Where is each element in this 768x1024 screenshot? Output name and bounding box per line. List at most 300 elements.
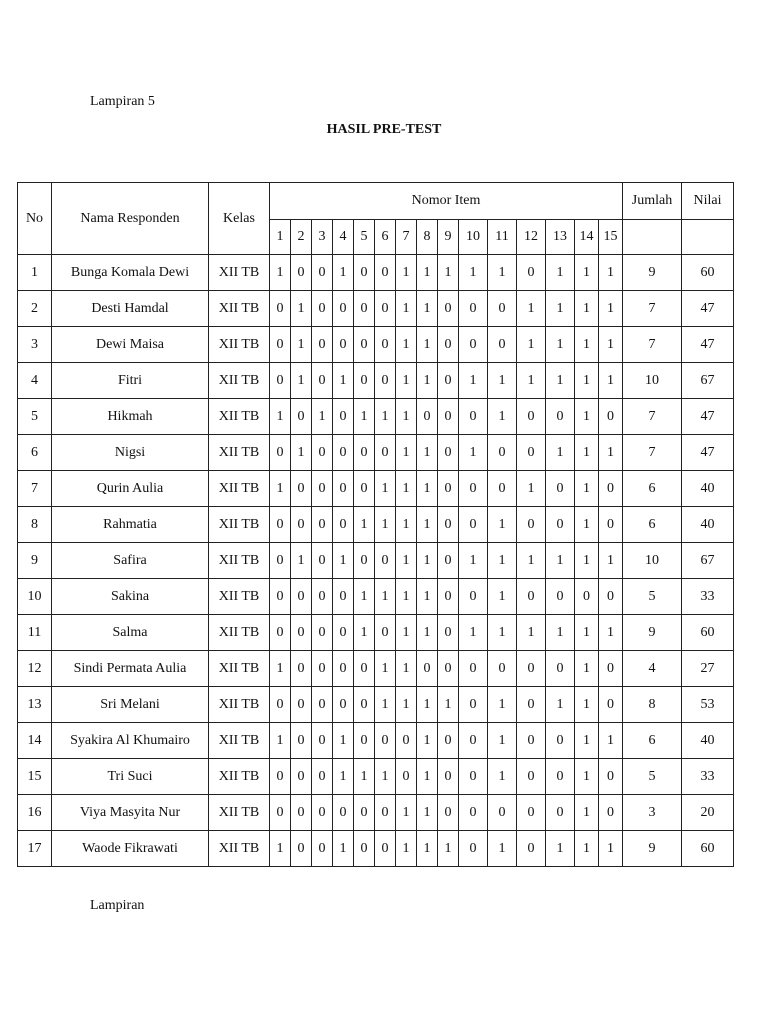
item-score-cell: 1 [417, 795, 438, 831]
item-score-cell: 1 [599, 615, 623, 651]
item-score-cell: 0 [417, 399, 438, 435]
item-score-cell: 1 [417, 507, 438, 543]
table-row [18, 795, 734, 831]
item-score-cell: 1 [599, 291, 623, 327]
jumlah-cell: 7 [623, 399, 682, 435]
item-score-cell: 1 [575, 291, 599, 327]
item-score-cell: 1 [488, 687, 517, 723]
item-score-cell: 1 [517, 327, 546, 363]
item-score-cell: 1 [417, 471, 438, 507]
item-score-cell: 0 [546, 471, 575, 507]
item-score-cell: 1 [488, 399, 517, 435]
document-title: HASIL PRE-TEST [326, 122, 442, 137]
class-cell: XII TB [209, 255, 270, 291]
item-score-cell: 0 [291, 507, 312, 543]
item-score-cell: 0 [546, 723, 575, 759]
item-score-cell: 0 [599, 651, 623, 687]
respondent-name-cell: Salma [52, 615, 209, 651]
item-score-cell: 0 [333, 291, 354, 327]
item-score-cell: 0 [375, 291, 396, 327]
row-number-cell: 3 [18, 327, 52, 363]
item-score-cell: 0 [375, 795, 396, 831]
row-number-cell: 12 [18, 651, 52, 687]
nilai-cell: 40 [682, 723, 734, 759]
item-score-cell: 0 [438, 471, 459, 507]
item-score-cell: 1 [417, 255, 438, 291]
jumlah-cell: 6 [623, 471, 682, 507]
item-score-cell: 0 [291, 255, 312, 291]
item-score-cell: 1 [599, 435, 623, 471]
class-cell: XII TB [209, 615, 270, 651]
item-score-cell: 0 [354, 435, 375, 471]
item-score-cell: 1 [375, 507, 396, 543]
item-score-cell: 0 [459, 651, 488, 687]
item-score-cell: 0 [599, 579, 623, 615]
item-score-cell: 1 [546, 435, 575, 471]
item-score-cell: 0 [546, 759, 575, 795]
item-score-cell: 1 [270, 255, 291, 291]
results-body [18, 255, 734, 867]
item-score-cell: 0 [354, 723, 375, 759]
item-score-cell: 1 [333, 831, 354, 867]
respondent-name-cell: Viya Masyita Nur [52, 795, 209, 831]
item-score-cell: 0 [291, 471, 312, 507]
class-cell: XII TB [209, 543, 270, 579]
item-score-cell: 0 [438, 579, 459, 615]
class-cell: XII TB [209, 435, 270, 471]
item-score-cell: 1 [575, 507, 599, 543]
item-score-cell: 1 [575, 471, 599, 507]
class-cell: XII TB [209, 399, 270, 435]
item-score-cell: 1 [459, 255, 488, 291]
item-score-cell: 0 [312, 507, 333, 543]
respondent-name-cell: Dewi Maisa [52, 327, 209, 363]
respondent-name-cell: Safira [52, 543, 209, 579]
item-score-cell: 0 [312, 759, 333, 795]
header-nomor-item: Nomor Item [270, 183, 623, 220]
row-number-cell: 8 [18, 507, 52, 543]
item-score-cell: 1 [270, 399, 291, 435]
item-score-cell: 1 [599, 327, 623, 363]
item-score-cell: 0 [270, 579, 291, 615]
row-number-cell: 1 [18, 255, 52, 291]
item-score-cell: 0 [599, 471, 623, 507]
item-score-cell: 0 [517, 831, 546, 867]
item-score-cell: 0 [438, 291, 459, 327]
item-score-cell: 1 [546, 831, 575, 867]
header-no: No [18, 183, 52, 255]
item-score-cell: 0 [459, 579, 488, 615]
item-score-cell: 1 [546, 363, 575, 399]
row-number-cell: 16 [18, 795, 52, 831]
item-number-header: 15 [599, 220, 623, 255]
item-score-cell: 0 [354, 255, 375, 291]
respondent-name-cell: Desti Hamdal [52, 291, 209, 327]
item-score-cell: 0 [270, 687, 291, 723]
item-score-cell: 0 [375, 435, 396, 471]
item-score-cell: 1 [417, 687, 438, 723]
table-row [18, 579, 734, 615]
item-score-cell: 1 [575, 831, 599, 867]
row-number-cell: 10 [18, 579, 52, 615]
header-nama-responden: Nama Responden [52, 183, 209, 255]
item-score-cell: 1 [396, 579, 417, 615]
item-score-cell: 0 [488, 651, 517, 687]
item-number-header: 13 [546, 220, 575, 255]
item-score-cell: 1 [417, 543, 438, 579]
item-score-cell: 0 [354, 687, 375, 723]
item-score-cell: 0 [333, 435, 354, 471]
pretest-results-table [17, 182, 734, 867]
item-score-cell: 0 [291, 795, 312, 831]
table-row [18, 723, 734, 759]
item-score-cell: 1 [488, 507, 517, 543]
item-score-cell: 0 [546, 399, 575, 435]
class-cell: XII TB [209, 327, 270, 363]
item-score-cell: 0 [546, 651, 575, 687]
item-score-cell: 0 [291, 723, 312, 759]
item-score-cell: 0 [375, 831, 396, 867]
item-score-cell: 0 [438, 615, 459, 651]
item-score-cell: 0 [417, 651, 438, 687]
table-row [18, 471, 734, 507]
item-score-cell: 0 [270, 435, 291, 471]
item-score-cell: 0 [354, 363, 375, 399]
item-score-cell: 1 [354, 507, 375, 543]
item-score-cell: 0 [546, 507, 575, 543]
item-score-cell: 0 [517, 579, 546, 615]
header-nilai: Nilai [682, 183, 734, 220]
item-score-cell: 1 [438, 255, 459, 291]
item-score-cell: 1 [291, 363, 312, 399]
respondent-name-cell: Syakira Al Khumairo [52, 723, 209, 759]
item-score-cell: 0 [333, 651, 354, 687]
item-score-cell: 0 [459, 687, 488, 723]
item-score-cell: 0 [270, 759, 291, 795]
item-score-cell: 0 [291, 399, 312, 435]
respondent-name-cell: Bunga Komala Dewi [52, 255, 209, 291]
item-score-cell: 1 [375, 651, 396, 687]
item-score-cell: 1 [488, 255, 517, 291]
item-score-cell: 0 [375, 327, 396, 363]
item-score-cell: 1 [396, 543, 417, 579]
class-cell: XII TB [209, 723, 270, 759]
item-score-cell: 0 [270, 507, 291, 543]
nilai-cell: 20 [682, 795, 734, 831]
item-score-cell: 0 [459, 471, 488, 507]
table-row [18, 543, 734, 579]
class-cell: XII TB [209, 651, 270, 687]
item-score-cell: 0 [438, 543, 459, 579]
item-score-cell: 0 [333, 615, 354, 651]
item-score-cell: 0 [599, 399, 623, 435]
class-cell: XII TB [209, 831, 270, 867]
item-score-cell: 1 [375, 399, 396, 435]
item-score-cell: 1 [396, 795, 417, 831]
item-score-cell: 1 [354, 615, 375, 651]
item-number-header: 1 [270, 220, 291, 255]
item-number-header: 3 [312, 220, 333, 255]
item-score-cell: 1 [375, 471, 396, 507]
item-score-cell: 0 [354, 291, 375, 327]
item-score-cell: 0 [546, 579, 575, 615]
row-number-cell: 6 [18, 435, 52, 471]
item-score-cell: 1 [546, 255, 575, 291]
item-score-cell: 0 [438, 651, 459, 687]
table-row [18, 399, 734, 435]
item-score-cell: 0 [312, 651, 333, 687]
item-score-cell: 1 [488, 759, 517, 795]
item-score-cell: 1 [375, 687, 396, 723]
item-score-cell: 0 [396, 759, 417, 795]
jumlah-cell: 5 [623, 759, 682, 795]
item-score-cell: 1 [291, 435, 312, 471]
nilai-cell: 60 [682, 831, 734, 867]
item-score-cell: 0 [312, 327, 333, 363]
item-score-cell: 1 [333, 543, 354, 579]
item-score-cell: 1 [517, 615, 546, 651]
item-number-header: 14 [575, 220, 599, 255]
item-score-cell: 0 [375, 363, 396, 399]
item-score-cell: 0 [375, 255, 396, 291]
jumlah-cell: 9 [623, 255, 682, 291]
item-score-cell: 1 [488, 723, 517, 759]
item-score-cell: 0 [599, 507, 623, 543]
nilai-cell: 40 [682, 507, 734, 543]
item-score-cell: 0 [517, 795, 546, 831]
respondent-name-cell: Rahmatia [52, 507, 209, 543]
item-score-cell: 1 [270, 651, 291, 687]
item-score-cell: 0 [312, 363, 333, 399]
item-score-cell: 0 [459, 291, 488, 327]
item-score-cell: 0 [270, 291, 291, 327]
class-cell: XII TB [209, 291, 270, 327]
item-score-cell: 1 [517, 543, 546, 579]
nilai-cell: 60 [682, 615, 734, 651]
jumlah-cell: 6 [623, 723, 682, 759]
jumlah-cell: 7 [623, 435, 682, 471]
item-score-cell: 0 [333, 795, 354, 831]
item-score-cell: 1 [417, 759, 438, 795]
item-score-cell: 1 [488, 615, 517, 651]
item-score-cell: 0 [438, 399, 459, 435]
item-number-header: 6 [375, 220, 396, 255]
item-score-cell: 1 [546, 291, 575, 327]
item-score-cell: 1 [438, 831, 459, 867]
item-score-cell: 0 [459, 507, 488, 543]
item-score-cell: 0 [291, 651, 312, 687]
item-score-cell: 1 [291, 543, 312, 579]
item-score-cell: 0 [270, 615, 291, 651]
item-score-cell: 0 [312, 723, 333, 759]
row-number-cell: 2 [18, 291, 52, 327]
item-score-cell: 1 [575, 543, 599, 579]
item-score-cell: 0 [546, 795, 575, 831]
table-row [18, 327, 734, 363]
item-score-cell: 0 [270, 363, 291, 399]
item-number-header: 10 [459, 220, 488, 255]
row-number-cell: 4 [18, 363, 52, 399]
item-score-cell: 1 [488, 579, 517, 615]
item-score-cell: 1 [417, 327, 438, 363]
item-score-cell: 1 [575, 759, 599, 795]
item-score-cell: 0 [333, 579, 354, 615]
item-score-cell: 1 [438, 687, 459, 723]
item-score-cell: 1 [517, 471, 546, 507]
header-jumlah: Jumlah [623, 183, 682, 220]
item-score-cell: 0 [517, 435, 546, 471]
item-score-cell: 1 [333, 255, 354, 291]
table-row [18, 651, 734, 687]
item-score-cell: 0 [459, 723, 488, 759]
nilai-cell: 47 [682, 327, 734, 363]
item-score-cell: 1 [546, 615, 575, 651]
nilai-cell: 27 [682, 651, 734, 687]
jumlah-cell: 3 [623, 795, 682, 831]
item-score-cell: 1 [270, 471, 291, 507]
table-row [18, 615, 734, 651]
table-row [18, 507, 734, 543]
nilai-cell: 60 [682, 255, 734, 291]
jumlah-cell: 6 [623, 507, 682, 543]
item-score-cell: 0 [333, 687, 354, 723]
row-number-cell: 13 [18, 687, 52, 723]
item-score-cell: 0 [575, 579, 599, 615]
item-score-cell: 0 [488, 435, 517, 471]
item-score-cell: 1 [546, 687, 575, 723]
item-score-cell: 1 [459, 363, 488, 399]
item-score-cell: 1 [333, 723, 354, 759]
item-score-cell: 0 [354, 651, 375, 687]
item-score-cell: 1 [517, 291, 546, 327]
item-score-cell: 0 [270, 795, 291, 831]
header-kelas: Kelas [209, 183, 270, 255]
class-cell: XII TB [209, 507, 270, 543]
item-score-cell: 0 [375, 723, 396, 759]
item-score-cell: 1 [396, 615, 417, 651]
item-number-header: 8 [417, 220, 438, 255]
item-score-cell: 0 [333, 399, 354, 435]
item-score-cell: 0 [354, 831, 375, 867]
nilai-cell: 67 [682, 363, 734, 399]
item-score-cell: 0 [312, 579, 333, 615]
nilai-cell: 33 [682, 759, 734, 795]
item-score-cell: 0 [312, 687, 333, 723]
item-score-cell: 1 [291, 327, 312, 363]
item-score-cell: 1 [575, 795, 599, 831]
header-nilai-blank [682, 220, 734, 255]
item-score-cell: 0 [488, 471, 517, 507]
respondent-name-cell: Nigsi [52, 435, 209, 471]
item-score-cell: 0 [517, 399, 546, 435]
item-score-cell: 1 [396, 327, 417, 363]
table-row [18, 759, 734, 795]
item-score-cell: 0 [599, 795, 623, 831]
item-score-cell: 0 [312, 255, 333, 291]
item-score-cell: 0 [459, 795, 488, 831]
item-score-cell: 1 [488, 543, 517, 579]
item-score-cell: 0 [312, 291, 333, 327]
item-score-cell: 1 [354, 399, 375, 435]
item-score-cell: 0 [517, 255, 546, 291]
item-score-cell: 0 [459, 399, 488, 435]
class-cell: XII TB [209, 471, 270, 507]
item-number-header: 7 [396, 220, 417, 255]
item-score-cell: 0 [333, 471, 354, 507]
item-score-cell: 1 [396, 435, 417, 471]
page-footer: Lampiran [90, 898, 145, 913]
row-number-cell: 17 [18, 831, 52, 867]
table-row [18, 291, 734, 327]
item-number-header: 12 [517, 220, 546, 255]
item-score-cell: 0 [438, 723, 459, 759]
item-score-cell: 1 [599, 543, 623, 579]
table-row [18, 255, 734, 291]
item-score-cell: 0 [438, 435, 459, 471]
item-score-cell: 1 [599, 255, 623, 291]
respondent-name-cell: Qurin Aulia [52, 471, 209, 507]
item-score-cell: 1 [396, 291, 417, 327]
respondent-name-cell: Fitri [52, 363, 209, 399]
item-score-cell: 1 [354, 579, 375, 615]
item-score-cell: 0 [517, 651, 546, 687]
item-score-cell: 1 [396, 507, 417, 543]
item-score-cell: 1 [488, 363, 517, 399]
item-score-cell: 0 [270, 327, 291, 363]
nilai-cell: 53 [682, 687, 734, 723]
item-score-cell: 0 [354, 471, 375, 507]
respondent-name-cell: Sindi Permata Aulia [52, 651, 209, 687]
jumlah-cell: 8 [623, 687, 682, 723]
item-score-cell: 0 [517, 723, 546, 759]
item-number-header: 4 [333, 220, 354, 255]
item-score-cell: 0 [488, 795, 517, 831]
item-score-cell: 0 [438, 507, 459, 543]
item-score-cell: 0 [488, 327, 517, 363]
item-score-cell: 0 [459, 759, 488, 795]
class-cell: XII TB [209, 795, 270, 831]
item-score-cell: 0 [333, 507, 354, 543]
item-score-cell: 1 [354, 759, 375, 795]
item-score-cell: 1 [417, 363, 438, 399]
item-score-cell: 1 [459, 435, 488, 471]
respondent-name-cell: Sri Melani [52, 687, 209, 723]
item-score-cell: 1 [575, 399, 599, 435]
item-score-cell: 0 [375, 615, 396, 651]
row-number-cell: 7 [18, 471, 52, 507]
item-score-cell: 0 [517, 759, 546, 795]
item-number-header: 2 [291, 220, 312, 255]
item-score-cell: 1 [575, 363, 599, 399]
item-score-cell: 1 [291, 291, 312, 327]
item-score-cell: 1 [396, 363, 417, 399]
item-score-cell: 1 [333, 759, 354, 795]
item-score-cell: 1 [396, 255, 417, 291]
item-score-cell: 1 [546, 327, 575, 363]
item-score-cell: 0 [396, 723, 417, 759]
item-score-cell: 1 [575, 615, 599, 651]
respondent-name-cell: Tri Suci [52, 759, 209, 795]
row-number-cell: 5 [18, 399, 52, 435]
item-score-cell: 1 [575, 687, 599, 723]
item-score-cell: 1 [575, 255, 599, 291]
jumlah-cell: 5 [623, 579, 682, 615]
item-score-cell: 0 [488, 291, 517, 327]
item-score-cell: 0 [312, 831, 333, 867]
row-number-cell: 15 [18, 759, 52, 795]
item-score-cell: 0 [291, 579, 312, 615]
item-score-cell: 0 [354, 795, 375, 831]
